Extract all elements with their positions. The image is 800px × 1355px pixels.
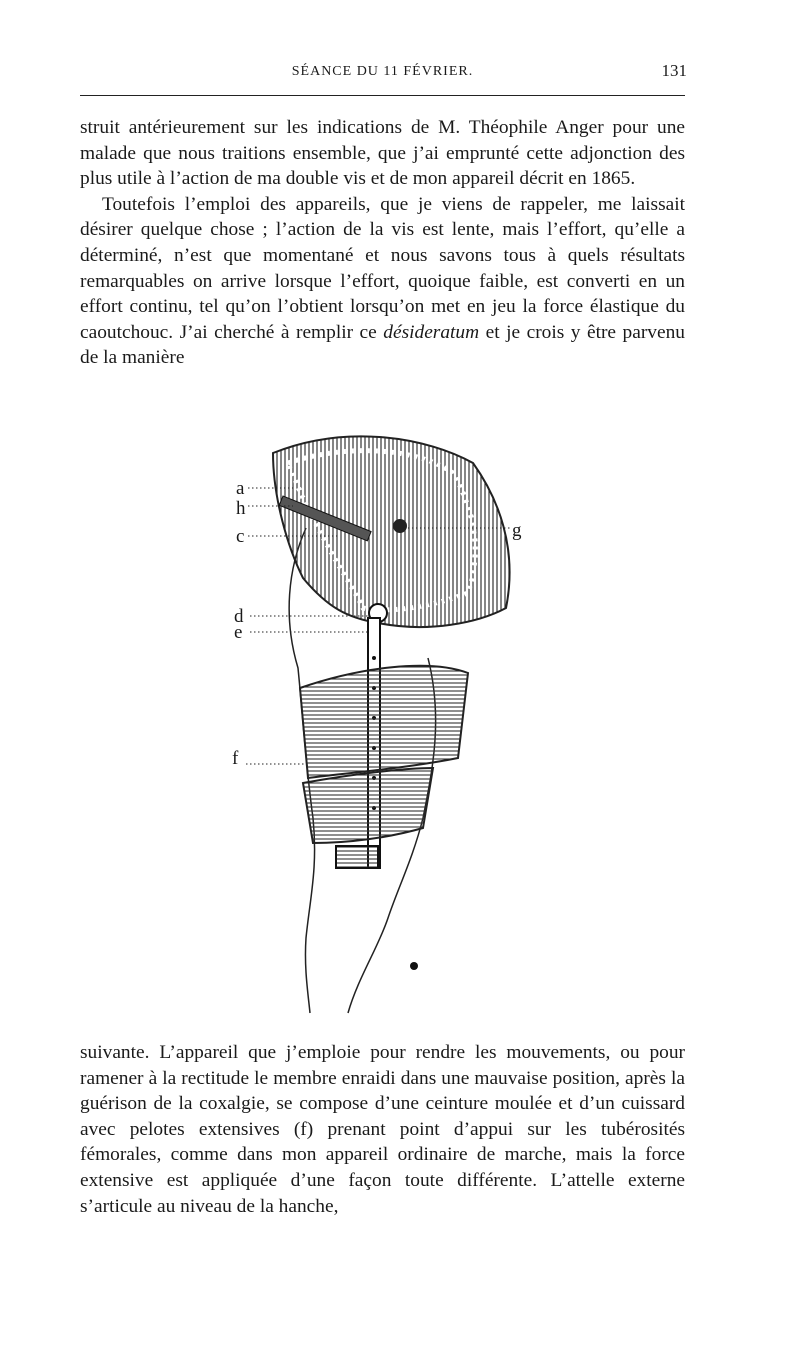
paragraph-2-emphasis: désideratum — [383, 321, 480, 343]
thigh-cuff-lower — [303, 768, 433, 843]
paragraph-2 — [80, 192, 685, 371]
paragraph-2-text-before: Toutefois l’emploi des appareils, que je viens de rappeler, me laissait désirer quelque chose ; l’action de la vis est lente, mais l’effort, qu’elle a déterminé, n’est que momentané et nous savons tous à quels résultats remarquables on arrive lorsque l’effort, quoique faible, est converti en un effort continu, tel qu’on l’obtient lorsqu’on met en jeu la force élastique du caoutchouc. J’ai cherché à remplir ce — [80, 193, 685, 343]
knee-pad — [336, 846, 378, 868]
label-c: c — [236, 526, 245, 547]
body-text-bottom — [80, 1040, 685, 1219]
label-a: a — [236, 478, 245, 499]
thigh-cuff-upper — [300, 666, 468, 778]
figure-thigh-apparatus — [228, 418, 548, 1018]
running-title: SÉANCE DU 11 FÉVRIER. — [291, 64, 474, 79]
knob-g — [393, 519, 407, 533]
label-e: e — [234, 622, 243, 643]
label-d: d — [234, 606, 244, 627]
running-header — [80, 62, 685, 84]
paragraph-2-text-after: et je crois y être parvenu de la manière — [80, 321, 685, 369]
page-number: 131 — [661, 61, 687, 80]
paragraph-3: suivante. L’appareil que j’emploie pour rendre les mouvements, ou pour ramener à la rectitude le membre enraidi dans une mauvaise position, après la guérison de la coxalgie, se compose d’une ceinture moulée et d’un cuissard avec pelotes extensives (f) prenant point d’appui sur les tubérosités fémorales, comme dans mon appareil ordinaire de marche, mais la force extensive est appliquée d’une façon toute différente. L’attelle externe s’articule au niveau de la hanche, — [80, 1042, 685, 1217]
label-h: h — [236, 498, 246, 519]
header-rule — [80, 95, 685, 96]
label-g: g — [512, 520, 522, 541]
label-f: f — [232, 748, 239, 769]
body-text-top — [80, 115, 685, 371]
paragraph-1: struit antérieurement sur les indications de M. Théophile Anger pour une malade que nous traitions ensemble, que j’ai emprunté cette adjonction des plus utile à l’action de ma double vis et de mon appareil décrit en 1865. — [80, 117, 685, 190]
apparatus-illustration — [228, 418, 548, 1018]
ink-dot — [410, 962, 418, 970]
